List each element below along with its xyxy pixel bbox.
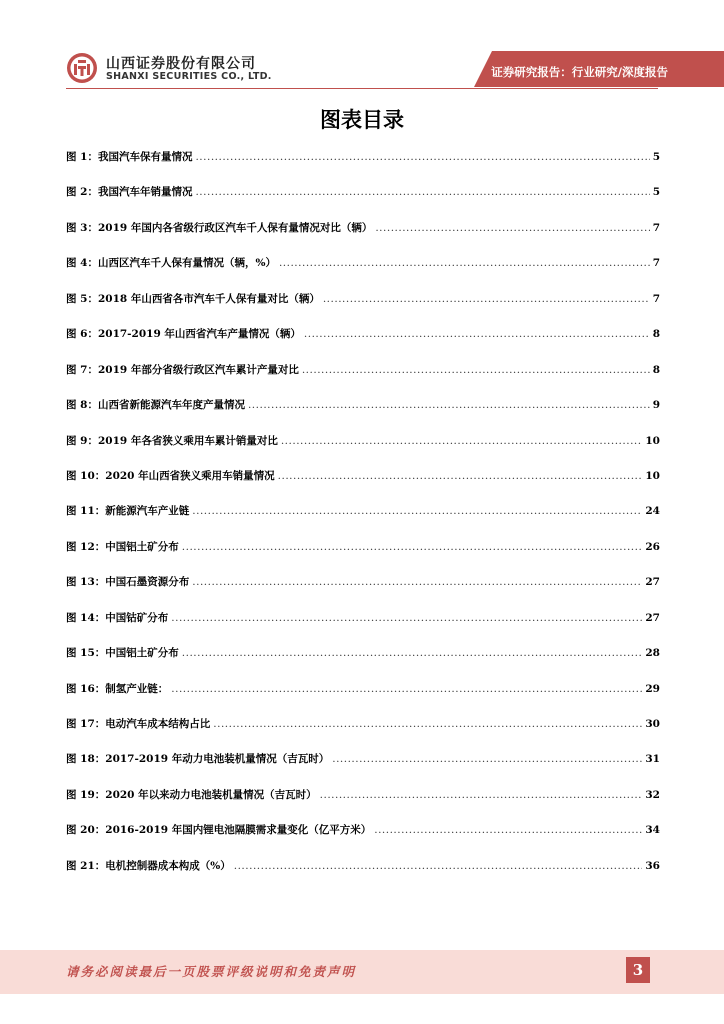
toc-entry-label: 图 11：新能源汽车产业链 [66, 505, 190, 518]
toc-entry[interactable] [66, 679, 660, 714]
toc-entry-label: 图 15：中国铝土矿分布 [66, 647, 179, 660]
header-divider [66, 88, 658, 89]
toc-entry-page: 7 [652, 257, 660, 270]
toc-dot-leader [302, 360, 650, 380]
toc-dot-leader [171, 608, 642, 628]
toc-entry[interactable] [66, 289, 660, 324]
toc-entry-page: 26 [645, 540, 660, 553]
toc-entry-page: 10 [645, 469, 660, 482]
toc-dot-leader [279, 253, 650, 273]
toc-entry-page: 27 [645, 611, 660, 624]
toc-dot-leader [182, 643, 643, 663]
company-name-cn: 山西证券股份有限公司 [106, 56, 256, 72]
toc-entry-page: 8 [652, 363, 660, 376]
toc-dot-leader [278, 466, 643, 486]
toc-entry-label: 图 7：2019 年部分省级行政区汽车累计产量对比 [66, 363, 299, 376]
toc-entry-label: 图 9：2019 年各省狭义乘用车累计销量对比 [66, 434, 278, 447]
toc-entry-page: 24 [645, 505, 660, 518]
toc-entry-label: 图 21：电机控制器成本构成（%） [66, 859, 231, 872]
toc-entry[interactable] [66, 218, 660, 253]
toc-entry-page: 29 [645, 682, 660, 695]
toc-dot-leader [323, 289, 650, 309]
toc-dot-leader [213, 714, 642, 734]
toc-entry-page: 7 [652, 221, 660, 234]
toc-entry-label: 图 10：2020 年山西省狭义乘用车销量情况 [66, 469, 275, 482]
toc-entry-page: 31 [645, 753, 660, 766]
toc-dot-leader [195, 147, 649, 167]
toc-entry-label: 图 3：2019 年国内各省级行政区汽车千人保有量情况对比（辆） [66, 221, 373, 234]
disclaimer-text: 请务必阅读最后一页股票评级说明和免责声明 [66, 964, 357, 979]
toc-entry-page: 27 [645, 576, 660, 589]
toc-entry-label: 图 6：2017-2019 年山西省汽车产量情况（辆） [66, 328, 301, 341]
toc-dot-leader [320, 785, 643, 805]
toc-dot-leader [171, 679, 642, 699]
toc-dot-leader [304, 324, 650, 344]
toc-dot-leader [192, 501, 642, 521]
report-type-label: 证券研究报告：行业研究/深度报告 [491, 65, 668, 79]
toc-entry-page: 28 [645, 647, 660, 660]
toc-dot-leader [195, 182, 649, 202]
toc-entry-label: 图 18：2017-2019 年动力电池装机量情况（吉瓦时） [66, 753, 330, 766]
toc-entry[interactable] [66, 360, 660, 395]
toc-entry[interactable] [66, 749, 660, 784]
toc-entry-page: 7 [652, 292, 660, 305]
toc-dot-leader [374, 820, 642, 840]
toc-entry-label: 图 2：我国汽车年销量情况 [66, 186, 193, 199]
toc-dot-leader [281, 431, 643, 451]
toc-entry-label: 图 8：山西省新能源汽车年度产量情况 [66, 399, 245, 412]
toc-list [66, 147, 660, 891]
toc-entry[interactable] [66, 466, 660, 501]
toc-entry[interactable] [66, 182, 660, 217]
toc-entry[interactable] [66, 643, 660, 678]
toc-entry[interactable] [66, 324, 660, 359]
toc-dot-leader [248, 395, 650, 415]
toc-dot-leader [375, 218, 649, 238]
toc-entry-page: 32 [645, 788, 660, 801]
toc-entry[interactable] [66, 431, 660, 466]
toc-entry-page: 8 [652, 328, 660, 341]
toc-entry[interactable] [66, 856, 660, 891]
toc-entry-label: 图 16：制氢产业链： [66, 682, 169, 695]
toc-entry-page: 34 [645, 824, 660, 837]
toc-entry-label: 图 20：2016-2019 年国内锂电池隔膜需求量变化（亿平方米） [66, 824, 372, 837]
page-header [0, 0, 724, 92]
toc-entry[interactable] [66, 537, 660, 572]
toc-entry-label: 图 13：中国石墨资源分布 [66, 576, 190, 589]
company-name-en: SHANXI SECURITIES CO., LTD. [106, 71, 272, 82]
toc-entry[interactable] [66, 608, 660, 643]
page-title: 图表目录 [320, 107, 404, 132]
toc-entry[interactable] [66, 572, 660, 607]
toc-entry[interactable] [66, 820, 660, 855]
toc-entry-page: 5 [652, 186, 660, 199]
toc-entry-page: 36 [645, 859, 660, 872]
toc-entry[interactable] [66, 395, 660, 430]
toc-entry[interactable] [66, 501, 660, 536]
toc-entry-page: 5 [652, 151, 660, 163]
toc-entry-label: 图 1：我国汽车保有量情况 [66, 151, 193, 163]
toc-entry[interactable] [66, 253, 660, 288]
toc-entry-label: 图 5：2018 年山西省各市汽车千人保有量对比（辆） [66, 292, 320, 305]
toc-entry-page: 30 [645, 718, 660, 730]
toc-entry[interactable] [66, 785, 660, 820]
toc-entry[interactable] [66, 147, 660, 182]
toc-dot-leader [332, 749, 642, 769]
toc-entry-label: 图 17：电动汽车成本结构占比 [66, 718, 211, 730]
toc-entry-label: 图 12：中国铝土矿分布 [66, 540, 179, 553]
toc-entry-label: 图 19：2020 年以来动力电池装机量情况（吉瓦时） [66, 788, 317, 801]
toc-entry-label: 图 14：中国钴矿分布 [66, 611, 169, 624]
toc-dot-leader [182, 537, 643, 557]
toc-entry-label: 图 4：山西区汽车千人保有量情况（辆，%） [66, 257, 276, 270]
toc-entry-page: 10 [645, 434, 660, 447]
toc-entry[interactable] [66, 714, 660, 749]
shanxi-securities-logo-icon [66, 52, 98, 84]
toc-dot-leader [234, 856, 643, 876]
page-number: 3 [626, 957, 650, 983]
toc-dot-leader [192, 572, 642, 592]
toc-entry-page: 9 [652, 399, 660, 412]
